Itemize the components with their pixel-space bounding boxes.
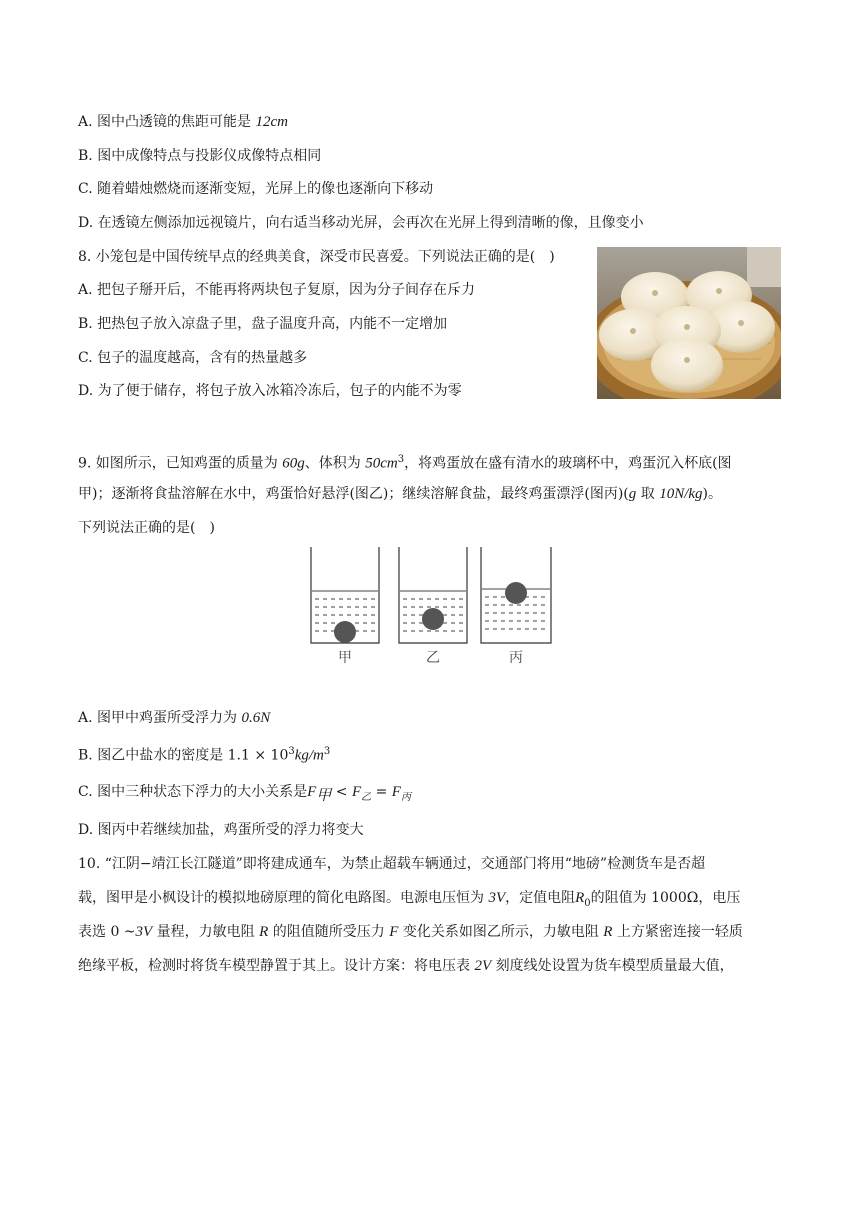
q7-option-a: A. 图中凸透镜的焦距可能是 12cm bbox=[78, 114, 288, 130]
egg-beaker-figure bbox=[305, 543, 555, 669]
fig-label-jia: 甲 bbox=[338, 650, 352, 666]
xiaolongbao-photo bbox=[597, 247, 781, 399]
fig-label-bing: 丙 bbox=[509, 650, 523, 666]
q8-option-d: D. 为了便于储存，将包子放入冰箱冷冻后，包子的内能不为零 bbox=[78, 383, 462, 399]
q9-option-c: C. 图中三种状态下浮力的大小关系是$F_甲 < F_乙 = F_丙$ bbox=[78, 784, 411, 804]
q9-option-d: D. 图丙中若继续加盐，鸡蛋所受的浮力将变大 bbox=[78, 822, 364, 838]
q8-option-a: A. 把包子掰开后，不能再将两块包子复原，因为分子间存在斥力 bbox=[78, 282, 476, 298]
q7-option-b: B. 图中成像特点与投影仪成像特点相同 bbox=[78, 148, 322, 164]
q7-option-d: D. 在透镜左侧添加远视镜片，向右适当移动光屏，会再次在光屏上得到清晰的像，且像变小 bbox=[78, 215, 644, 231]
q9-option-a: A. 图甲中鸡蛋所受浮力为 0.6N bbox=[78, 710, 271, 726]
q9-option-b: B. 图乙中盐水的密度是 $1.1 \times 10^3kg/m^3$ bbox=[78, 746, 331, 764]
q10-line4: 绝缘平板，检测时将货车模型静置于其上。设计方案：将电压表 2V 刻度线处设置为货车模型质量最大值， bbox=[78, 958, 734, 974]
q8-option-b: B. 把热包子放入凉盘子里，盘子温度升高，内能不一定增加 bbox=[78, 316, 448, 332]
q10-line3: 表选 0 ~3V 量程，力敏电阻 R 的阻值随所受压力 F 变化关系如图乙所示，力敏电阻 R 上方紧密连接一轻质 bbox=[78, 924, 743, 940]
fig-label-yi: 乙 bbox=[426, 650, 440, 666]
q7-option-c: C. 随着蜡烛燃烧而逐渐变短，光屏上的像也逐渐向下移动 bbox=[78, 181, 434, 197]
q8-stem: 8. 小笼包是中国传统早点的经典美食，深受市民喜爱。下列说法正确的是( ) bbox=[78, 249, 555, 265]
q9-stem-line1: 9. 如图所示，已知鸡蛋的质量为 60g、体积为 $50cm^3$，将鸡蛋放在盛有清水的玻璃杯中，鸡蛋沉入杯底(图 bbox=[78, 454, 732, 472]
q9-stem-line3: 下列说法正确的是( ) bbox=[78, 520, 215, 536]
q8-option-c: C. 包子的温度越高，含有的热量越多 bbox=[78, 350, 308, 366]
q9-stem-line2: 甲)；逐渐将食盐溶解在水中，鸡蛋恰好悬浮(图乙)；继续溶解食盐，最终鸡蛋漂浮(图丙)(g 取 10N/kg)。 bbox=[78, 486, 722, 502]
q10-line2: 载，图甲是小枫设计的模拟地磅原理的简化电路图。电源电压恒为 3V，定值电阻$R_0$的阻值为 1000Ω，电压 bbox=[78, 890, 741, 909]
q10-line1: 10. “江阴−靖江长江隧道”即将建成通车，为禁止超载车辆通过，交通部门将用“地磅”检测货车是否超 bbox=[78, 856, 706, 872]
q7-a-value: 12cm bbox=[255, 114, 288, 130]
